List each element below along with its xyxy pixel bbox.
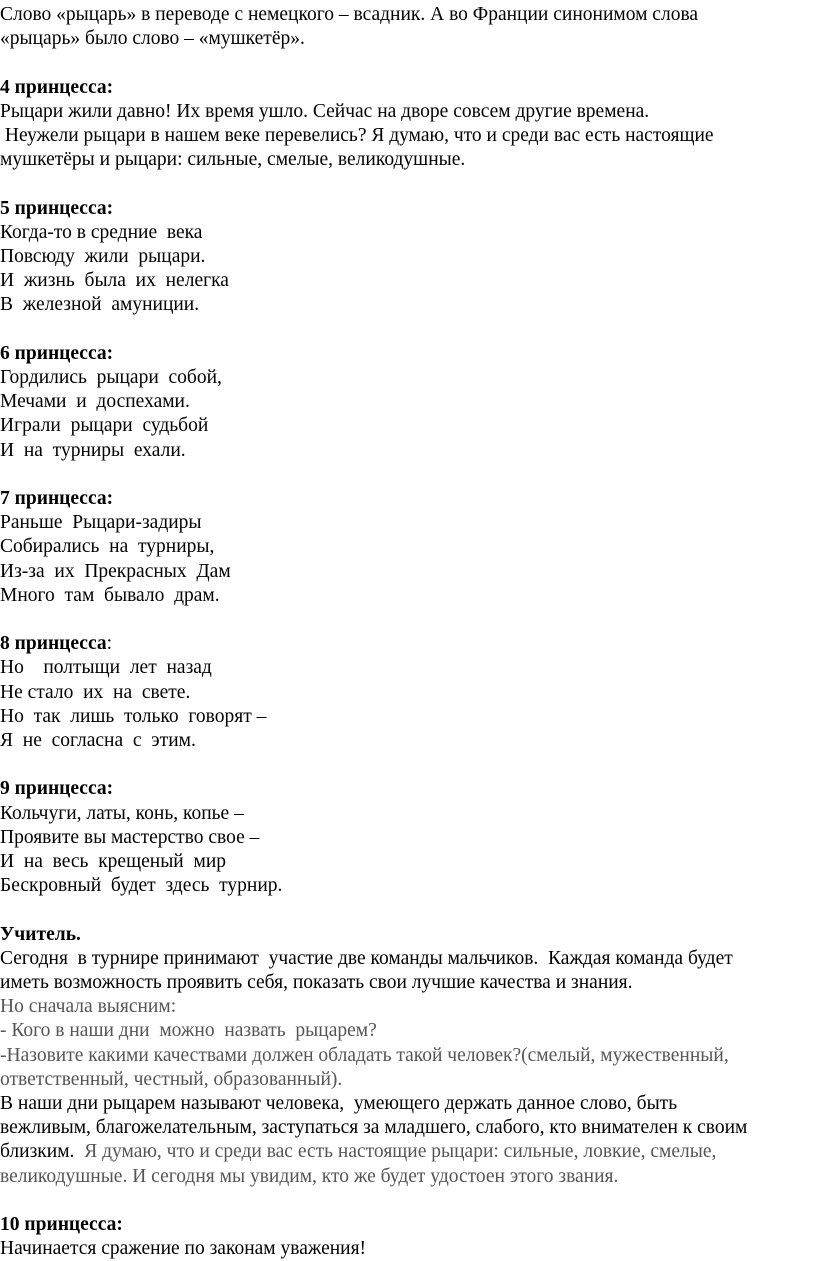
verse-line: И на весь крещеный мир xyxy=(0,851,227,873)
intro-line: Слово «рыцарь» в переводе с немецкого – всадник. А во Франции синонимом слова xyxy=(0,4,699,25)
text-line: Неужели рыцари в нашем веке перевелись? Я думаю, что и среди вас есть настоящие xyxy=(0,125,714,146)
speaker-line xyxy=(0,632,816,656)
speaker-suffix: : xyxy=(106,633,113,655)
text-line-grey: великодушные. И сегодня мы увидим, кто же будет удостоен этого звания. xyxy=(0,1165,619,1187)
text-line: вежливым, благожелательным, заступаться за младшего, слабого, кто внимателен к своим xyxy=(0,1117,748,1139)
intro-paragraph xyxy=(0,3,816,51)
section-princess-4 xyxy=(0,76,816,173)
speaker-label: 8 принцесса xyxy=(0,633,107,655)
verse-line: Мечами и доспехами. xyxy=(0,391,190,413)
text-line: Сегодня в турнире принимают участие две команды мальчиков. Каждая команда будет xyxy=(0,947,733,969)
verse-line: Играли рыцари судьбой xyxy=(0,415,209,437)
text-fragment-grey: Я думаю, что и среди вас есть настоящие рыцари: сильные, ловкие, смелые, xyxy=(79,1141,717,1163)
verse-line: Но полтыщи лет назад xyxy=(0,657,212,679)
speaker-label: 5 принцесса: xyxy=(0,197,114,219)
text-line: мушкетёры и рыцари: сильные, смелые, великодушные. xyxy=(0,149,466,171)
section-princess-9 xyxy=(0,777,816,898)
speaker-label: Учитель. xyxy=(0,923,81,945)
text-line: Рыцари жили давно! Их время ушло. Сейчас на дворе совсем другие времена. xyxy=(0,100,650,122)
verse-line: Кольчуги, латы, конь, копье – xyxy=(0,802,244,824)
verse-line: Собирались на турниры, xyxy=(0,536,215,558)
verse-line: Не стало их на свете. xyxy=(0,681,191,703)
question-line: ответственный, честный, образованный). xyxy=(0,1068,343,1090)
verse-line: В железной амуниции. xyxy=(0,294,200,316)
text-line: Начинается сражение по законам уважения! xyxy=(0,1238,367,1260)
section-teacher xyxy=(0,923,816,1189)
speaker-label: 10 принцесса: xyxy=(0,1214,123,1236)
text-fragment: близким. xyxy=(0,1141,80,1163)
text-line: В наши дни рыцарем называют человека, умеющего держать данное слово, быть xyxy=(0,1093,678,1115)
speaker-label: 4 принцесса: xyxy=(0,76,114,98)
section-princess-8 xyxy=(0,632,816,753)
speaker-label: 6 принцесса: xyxy=(0,342,114,364)
verse-line: Но так лишь только говорят – xyxy=(0,705,267,727)
mixed-line xyxy=(0,1140,816,1164)
verse-line: Раньше Рыцари-задиры xyxy=(0,512,202,534)
section-princess-6 xyxy=(0,342,816,463)
speaker-label: 9 принцесса: xyxy=(0,778,114,800)
text-line: иметь возможность проявить себя, показать свои лучшие качества и знания. xyxy=(0,972,633,994)
verse-line: Проявите вы мастерство свое – xyxy=(0,826,260,848)
verse-line: И жизнь была их нелегка xyxy=(0,270,229,292)
section-princess-5 xyxy=(0,197,816,318)
verse-line: Из-за их Прекрасных Дам xyxy=(0,560,231,582)
question-line: - Кого в наши дни можно назвать рыцарем? xyxy=(0,1020,377,1042)
question-line: -Назовите какими качествами должен обладать такой человек?(смелый, мужественный, xyxy=(0,1044,729,1066)
verse-line: Много там бывало драм. xyxy=(0,584,220,606)
section-princess-7 xyxy=(0,487,816,608)
intro-line: «рыцарь» было слово – «мушкетёр». xyxy=(0,28,305,50)
verse-line: Повсюду жили рыцари. xyxy=(0,246,206,267)
verse-line: Я не согласна с этим. xyxy=(0,730,196,752)
verse-line: Бескровный будет здесь турнир. xyxy=(0,875,283,897)
speaker-label: 7 принцесса: xyxy=(0,488,114,509)
verse-line: Гордились рыцари собой, xyxy=(0,367,222,388)
question-line: Но сначала выясним: xyxy=(0,996,177,1018)
verse-line: И на турниры ехали. xyxy=(0,439,186,461)
verse-line: Когда-то в средние века xyxy=(0,221,203,243)
